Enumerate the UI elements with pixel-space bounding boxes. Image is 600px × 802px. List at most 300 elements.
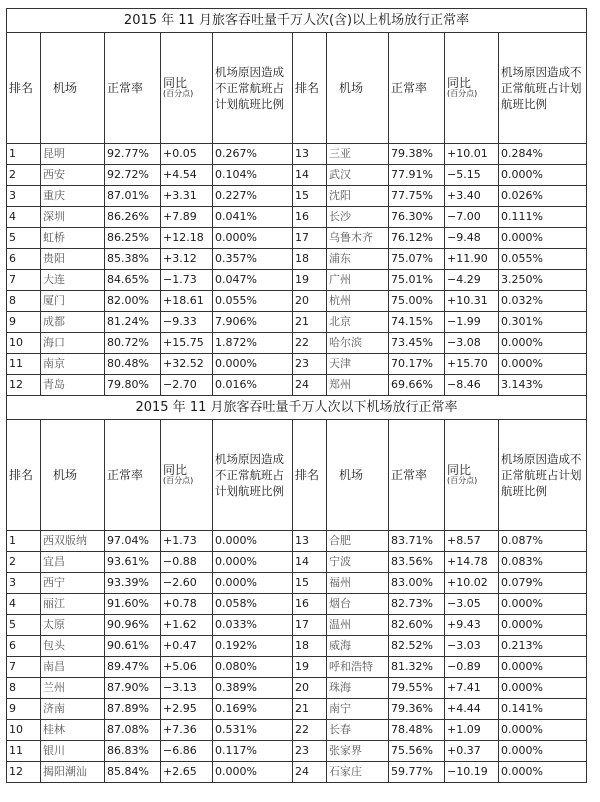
cell-c2: 0.000%: [499, 333, 587, 354]
cell-r1: 7: [7, 657, 41, 678]
table-row: [7, 291, 587, 312]
cell-n2: 烟台: [327, 594, 389, 615]
cell-y1: +5.06: [161, 657, 213, 678]
cell-r2: 15: [293, 186, 327, 207]
cell-n1: 海口: [41, 333, 105, 354]
table-row: [7, 594, 587, 615]
cell-n2: 长春: [327, 720, 389, 741]
cell-c2: 3.143%: [499, 375, 587, 396]
cell-c2: 0.111%: [499, 207, 587, 228]
cell-r2: 16: [293, 207, 327, 228]
cell-c1: 0.117%: [213, 741, 293, 762]
cell-n2: 宁波: [327, 552, 389, 573]
cell-c2: 0.000%: [499, 594, 587, 615]
cell-y1: +1.62: [161, 615, 213, 636]
header-yoy-unit: (百分点): [163, 89, 194, 98]
section-2-title-row: [7, 396, 587, 420]
cell-r1: 8: [7, 678, 41, 699]
cell-p1: 85.38%: [105, 249, 161, 270]
cell-r2: 18: [293, 249, 327, 270]
cell-y2: +10.02: [445, 573, 499, 594]
cell-p2: 75.01%: [389, 270, 445, 291]
cell-p2: 82.60%: [389, 615, 445, 636]
cell-y2: +0.37: [445, 741, 499, 762]
section-2-header-row: [7, 420, 587, 531]
cell-n2: 威海: [327, 636, 389, 657]
cell-p2: 79.36%: [389, 699, 445, 720]
cell-r2: 14: [293, 165, 327, 186]
table-row: [7, 375, 587, 396]
cell-c2: 0.079%: [499, 573, 587, 594]
cell-p2: 79.38%: [389, 144, 445, 165]
cell-n1: 南昌: [41, 657, 105, 678]
cell-r2: 18: [293, 636, 327, 657]
cell-r2: 15: [293, 573, 327, 594]
header-yoy: [161, 420, 213, 531]
cell-c2: 0.000%: [499, 165, 587, 186]
header-cause: 机场原因造成不正常航班占计划航班比例: [213, 33, 293, 144]
cell-n1: 济南: [41, 699, 105, 720]
cell-p1: 85.84%: [105, 762, 161, 783]
cell-p2: 83.00%: [389, 573, 445, 594]
cell-p1: 93.61%: [105, 552, 161, 573]
cell-p1: 90.96%: [105, 615, 161, 636]
cell-y1: +18.61: [161, 291, 213, 312]
cell-p1: 87.90%: [105, 678, 161, 699]
cell-p2: 75.00%: [389, 291, 445, 312]
table-row: [7, 354, 587, 375]
cell-c2: 0.000%: [499, 228, 587, 249]
table-row: [7, 552, 587, 573]
cell-n1: 西安: [41, 165, 105, 186]
cell-p1: 86.25%: [105, 228, 161, 249]
cell-y1: −0.88: [161, 552, 213, 573]
cell-r1: 11: [7, 354, 41, 375]
cell-n2: 张家界: [327, 741, 389, 762]
cell-p1: 79.80%: [105, 375, 161, 396]
cell-r1: 9: [7, 699, 41, 720]
cell-y1: +3.31: [161, 186, 213, 207]
cell-r1: 10: [7, 720, 41, 741]
cell-p1: 80.48%: [105, 354, 161, 375]
header-airport: 机场: [327, 33, 389, 144]
cell-p1: 91.60%: [105, 594, 161, 615]
cell-c2: 0.026%: [499, 186, 587, 207]
cell-n1: 昆明: [41, 144, 105, 165]
cell-p1: 87.08%: [105, 720, 161, 741]
cell-r2: 21: [293, 699, 327, 720]
cell-r1: 6: [7, 636, 41, 657]
cell-r1: 1: [7, 144, 41, 165]
cell-c1: 0.000%: [213, 354, 293, 375]
cell-r2: 17: [293, 228, 327, 249]
header-rate: 正常率: [105, 420, 161, 531]
cell-r1: 6: [7, 249, 41, 270]
cell-n1: 大连: [41, 270, 105, 291]
cell-p1: 80.72%: [105, 333, 161, 354]
cell-r2: 23: [293, 741, 327, 762]
header-rank: 排名: [293, 33, 327, 144]
cell-p2: 75.07%: [389, 249, 445, 270]
cell-n2: 长沙: [327, 207, 389, 228]
header-yoy-unit: (百分点): [447, 89, 478, 98]
cell-y2: −3.05: [445, 594, 499, 615]
cell-y2: +10.31: [445, 291, 499, 312]
cell-n2: 浦东: [327, 249, 389, 270]
cell-y1: +2.65: [161, 762, 213, 783]
cell-y1: +2.95: [161, 699, 213, 720]
cell-y2: +15.70: [445, 354, 499, 375]
header-yoy-unit: (百分点): [447, 476, 478, 485]
header-yoy-label: 同比: [163, 463, 188, 477]
header-yoy-label: 同比: [163, 76, 188, 90]
cell-c2: 0.087%: [499, 531, 587, 552]
cell-p1: 93.39%: [105, 573, 161, 594]
header-rate: 正常率: [389, 420, 445, 531]
cell-r1: 1: [7, 531, 41, 552]
cell-n2: 武汉: [327, 165, 389, 186]
cell-y1: −6.86: [161, 741, 213, 762]
cell-p2: 77.75%: [389, 186, 445, 207]
cell-n1: 兰州: [41, 678, 105, 699]
cell-r1: 4: [7, 594, 41, 615]
punctuality-table: [6, 8, 587, 783]
cell-y2: +1.09: [445, 720, 499, 741]
cell-y1: +7.36: [161, 720, 213, 741]
cell-n2: 珠海: [327, 678, 389, 699]
cell-r2: 17: [293, 615, 327, 636]
cell-p2: 76.12%: [389, 228, 445, 249]
cell-p2: 79.55%: [389, 678, 445, 699]
cell-c1: 0.389%: [213, 678, 293, 699]
cell-c1: 0.055%: [213, 291, 293, 312]
cell-r2: 13: [293, 144, 327, 165]
cell-p2: 74.15%: [389, 312, 445, 333]
cell-c2: 0.083%: [499, 552, 587, 573]
cell-c1: 0.104%: [213, 165, 293, 186]
table-row: [7, 657, 587, 678]
cell-r2: 20: [293, 291, 327, 312]
cell-y2: +10.01: [445, 144, 499, 165]
table-row: [7, 741, 587, 762]
cell-c2: 0.000%: [499, 741, 587, 762]
cell-r1: 11: [7, 741, 41, 762]
cell-n2: 杭州: [327, 291, 389, 312]
cell-c1: 0.169%: [213, 699, 293, 720]
table-row: [7, 720, 587, 741]
cell-y2: −4.29: [445, 270, 499, 291]
cell-y2: −0.89: [445, 657, 499, 678]
header-rank: 排名: [7, 420, 41, 531]
cell-r1: 9: [7, 312, 41, 333]
section-2-title: 2015 年 11 月旅客吞吐量千万人次以下机场放行正常率: [7, 396, 587, 420]
cell-y1: +32.52: [161, 354, 213, 375]
cell-r2: 22: [293, 720, 327, 741]
cell-n2: 三亚: [327, 144, 389, 165]
header-airport: 机场: [327, 420, 389, 531]
cell-c1: 0.000%: [213, 531, 293, 552]
section-1-title-row: [7, 9, 587, 33]
cell-c1: 0.033%: [213, 615, 293, 636]
table-row: [7, 228, 587, 249]
cell-y2: +3.40: [445, 186, 499, 207]
cell-n2: 呼和浩特: [327, 657, 389, 678]
cell-n1: 丽江: [41, 594, 105, 615]
cell-y2: −1.99: [445, 312, 499, 333]
cell-c1: 0.047%: [213, 270, 293, 291]
cell-n1: 厦门: [41, 291, 105, 312]
cell-c1: 7.906%: [213, 312, 293, 333]
cell-n1: 宜昌: [41, 552, 105, 573]
cell-r1: 5: [7, 228, 41, 249]
cell-p2: 81.32%: [389, 657, 445, 678]
cell-r1: 2: [7, 165, 41, 186]
cell-n2: 广州: [327, 270, 389, 291]
cell-y2: +8.57: [445, 531, 499, 552]
cell-p2: 73.45%: [389, 333, 445, 354]
cell-n1: 成都: [41, 312, 105, 333]
cell-n1: 银川: [41, 741, 105, 762]
cell-r1: 12: [7, 762, 41, 783]
cell-y1: −3.13: [161, 678, 213, 699]
cell-p2: 59.77%: [389, 762, 445, 783]
cell-y2: +9.43: [445, 615, 499, 636]
header-cause: 机场原因造成不正常航班占计划航班比例: [499, 33, 587, 144]
cell-c2: 3.250%: [499, 270, 587, 291]
cell-y1: +1.73: [161, 531, 213, 552]
cell-y2: −5.15: [445, 165, 499, 186]
cell-c1: 0.000%: [213, 552, 293, 573]
cell-r2: 13: [293, 531, 327, 552]
cell-c2: 0.000%: [499, 615, 587, 636]
cell-c1: 0.016%: [213, 375, 293, 396]
cell-r1: 10: [7, 333, 41, 354]
cell-r1: 5: [7, 615, 41, 636]
cell-n2: 石家庄: [327, 762, 389, 783]
cell-c1: 1.872%: [213, 333, 293, 354]
cell-n1: 太原: [41, 615, 105, 636]
table-row: [7, 573, 587, 594]
cell-r2: 20: [293, 678, 327, 699]
cell-c1: 0.000%: [213, 762, 293, 783]
cell-r2: 16: [293, 594, 327, 615]
cell-y2: +11.90: [445, 249, 499, 270]
cell-p1: 90.61%: [105, 636, 161, 657]
cell-c2: 0.000%: [499, 678, 587, 699]
cell-r2: 14: [293, 552, 327, 573]
cell-p2: 77.91%: [389, 165, 445, 186]
cell-y1: +15.75: [161, 333, 213, 354]
header-cause: 机场原因造成不正常航班占计划航班比例: [213, 420, 293, 531]
cell-y2: −3.08: [445, 333, 499, 354]
cell-n1: 南京: [41, 354, 105, 375]
cell-c2: 0.055%: [499, 249, 587, 270]
cell-r2: 23: [293, 354, 327, 375]
cell-p1: 92.77%: [105, 144, 161, 165]
cell-n2: 郑州: [327, 375, 389, 396]
table-row: [7, 531, 587, 552]
cell-y1: +0.47: [161, 636, 213, 657]
header-cause: 机场原因造成不正常航班占计划航班比例: [499, 420, 587, 531]
header-airport: 机场: [41, 33, 105, 144]
cell-r2: 19: [293, 270, 327, 291]
cell-n1: 桂林: [41, 720, 105, 741]
cell-c2: 0.301%: [499, 312, 587, 333]
header-airport: 机场: [41, 420, 105, 531]
cell-n1: 青岛: [41, 375, 105, 396]
cell-c1: 0.041%: [213, 207, 293, 228]
cell-p1: 89.47%: [105, 657, 161, 678]
table-row: [7, 762, 587, 783]
cell-p2: 75.56%: [389, 741, 445, 762]
cell-r1: 4: [7, 207, 41, 228]
cell-p2: 83.56%: [389, 552, 445, 573]
cell-c1: 0.227%: [213, 186, 293, 207]
cell-n1: 虹桥: [41, 228, 105, 249]
cell-c2: 0.000%: [499, 762, 587, 783]
cell-r2: 24: [293, 375, 327, 396]
cell-y1: −1.73: [161, 270, 213, 291]
cell-y2: −7.00: [445, 207, 499, 228]
cell-p2: 70.17%: [389, 354, 445, 375]
cell-c2: 0.213%: [499, 636, 587, 657]
cell-c1: 0.000%: [213, 228, 293, 249]
header-rank: 排名: [293, 420, 327, 531]
cell-y1: +0.05: [161, 144, 213, 165]
cell-p2: 76.30%: [389, 207, 445, 228]
cell-y1: +3.12: [161, 249, 213, 270]
cell-n1: 西宁: [41, 573, 105, 594]
table-row: [7, 678, 587, 699]
table-row: [7, 699, 587, 720]
cell-c2: 0.284%: [499, 144, 587, 165]
cell-n2: 哈尔滨: [327, 333, 389, 354]
cell-n2: 温州: [327, 615, 389, 636]
cell-c2: 0.000%: [499, 657, 587, 678]
table-row: [7, 636, 587, 657]
cell-p1: 87.01%: [105, 186, 161, 207]
header-yoy: [445, 420, 499, 531]
cell-y1: −9.33: [161, 312, 213, 333]
table-row: [7, 270, 587, 291]
cell-p2: 83.71%: [389, 531, 445, 552]
cell-n1: 贵阳: [41, 249, 105, 270]
cell-n2: 北京: [327, 312, 389, 333]
cell-r1: 3: [7, 573, 41, 594]
cell-y2: −9.48: [445, 228, 499, 249]
cell-y2: +14.78: [445, 552, 499, 573]
cell-c1: 0.357%: [213, 249, 293, 270]
cell-n2: 合肥: [327, 531, 389, 552]
cell-p2: 78.48%: [389, 720, 445, 741]
cell-p1: 92.72%: [105, 165, 161, 186]
cell-p1: 84.65%: [105, 270, 161, 291]
cell-p2: 82.52%: [389, 636, 445, 657]
cell-y1: +7.89: [161, 207, 213, 228]
header-yoy-label: 同比: [447, 76, 472, 90]
cell-c1: 0.000%: [213, 573, 293, 594]
cell-c2: 0.032%: [499, 291, 587, 312]
cell-n2: 沈阳: [327, 186, 389, 207]
cell-y2: −10.19: [445, 762, 499, 783]
cell-y2: +4.44: [445, 699, 499, 720]
table-row: [7, 615, 587, 636]
cell-p1: 82.00%: [105, 291, 161, 312]
table-row: [7, 144, 587, 165]
table-row: [7, 249, 587, 270]
cell-p1: 97.04%: [105, 531, 161, 552]
cell-c2: 0.000%: [499, 354, 587, 375]
header-rank: 排名: [7, 33, 41, 144]
cell-r1: 2: [7, 552, 41, 573]
cell-r2: 24: [293, 762, 327, 783]
cell-y1: +0.78: [161, 594, 213, 615]
cell-n2: 天津: [327, 354, 389, 375]
cell-p2: 82.73%: [389, 594, 445, 615]
cell-y1: +12.18: [161, 228, 213, 249]
cell-r1: 3: [7, 186, 41, 207]
cell-y2: −3.03: [445, 636, 499, 657]
cell-p1: 86.26%: [105, 207, 161, 228]
cell-n1: 揭阳潮汕: [41, 762, 105, 783]
cell-r1: 8: [7, 291, 41, 312]
cell-c2: 0.141%: [499, 699, 587, 720]
cell-n2: 乌鲁木齐: [327, 228, 389, 249]
cell-n2: 南宁: [327, 699, 389, 720]
header-rate: 正常率: [105, 33, 161, 144]
header-rate: 正常率: [389, 33, 445, 144]
section-1-header-row: [7, 33, 587, 144]
cell-c1: 0.058%: [213, 594, 293, 615]
cell-r2: 22: [293, 333, 327, 354]
cell-n1: 重庆: [41, 186, 105, 207]
cell-n1: 包头: [41, 636, 105, 657]
cell-n1: 深圳: [41, 207, 105, 228]
cell-r2: 19: [293, 657, 327, 678]
section-1-title: 2015 年 11 月旅客吞吐量千万人次(含)以上机场放行正常率: [7, 9, 587, 33]
header-yoy: [445, 33, 499, 144]
table-row: [7, 165, 587, 186]
cell-c1: 0.531%: [213, 720, 293, 741]
cell-c1: 0.267%: [213, 144, 293, 165]
document: [6, 8, 586, 783]
table-row: [7, 312, 587, 333]
header-yoy: [161, 33, 213, 144]
cell-y1: −2.70: [161, 375, 213, 396]
header-yoy-unit: (百分点): [163, 476, 194, 485]
cell-c1: 0.192%: [213, 636, 293, 657]
header-yoy-label: 同比: [447, 463, 472, 477]
cell-p1: 81.24%: [105, 312, 161, 333]
cell-p1: 86.83%: [105, 741, 161, 762]
table-row: [7, 186, 587, 207]
cell-n1: 西双版纳: [41, 531, 105, 552]
cell-c2: 0.000%: [499, 720, 587, 741]
cell-r1: 12: [7, 375, 41, 396]
cell-y1: −2.60: [161, 573, 213, 594]
cell-p2: 69.66%: [389, 375, 445, 396]
cell-c1: 0.080%: [213, 657, 293, 678]
cell-y1: +4.54: [161, 165, 213, 186]
cell-p1: 87.89%: [105, 699, 161, 720]
cell-y2: +7.41: [445, 678, 499, 699]
cell-r2: 21: [293, 312, 327, 333]
table-row: [7, 207, 587, 228]
cell-r1: 7: [7, 270, 41, 291]
table-row: [7, 333, 587, 354]
cell-y2: −8.46: [445, 375, 499, 396]
cell-n2: 福州: [327, 573, 389, 594]
